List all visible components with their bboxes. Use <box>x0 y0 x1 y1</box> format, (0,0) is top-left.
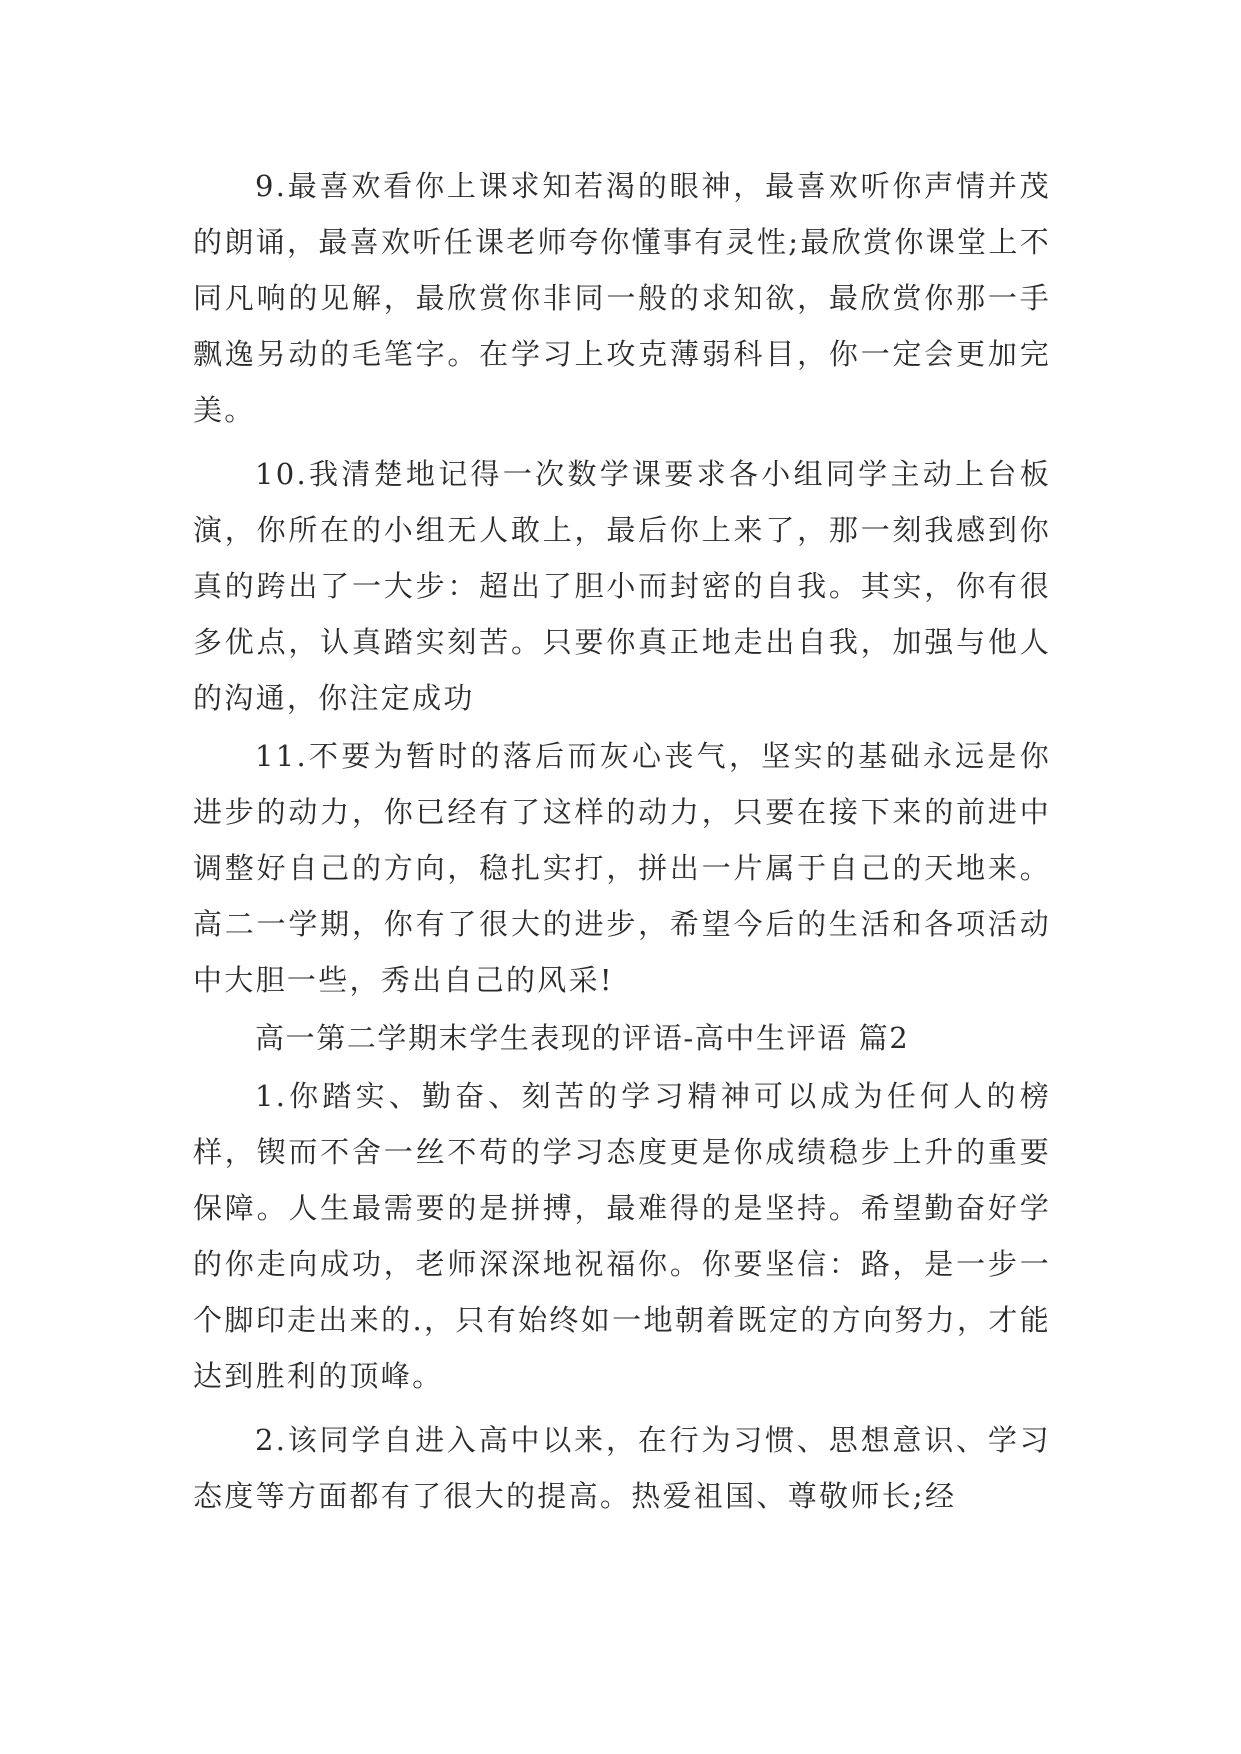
document-body <box>193 158 1051 1532</box>
paragraph-9: 9.最喜欢看你上课求知若渴的眼神，最喜欢听你声情并茂的朗诵，最喜欢听任课老师夸你懂事有灵性;最欣赏你课堂上不同凡响的见解，最欣赏你非同一般的求知欲，最欣赏你那一手飘逸另动的毛笔字。在学习上攻克薄弱科目，你一定会更加完美。 <box>193 169 1051 427</box>
paragraph-10: 10.我清楚地记得一次数学课要求各小组同学主动上台板演，你所在的小组无人敢上，最后你上来了，那一刻我感到你真的跨出了一大步：超出了胆小而封密的自我。其实，你有很多优点，认真踏实刻苦。只要你真正地走出自我，加强与他人的沟通，你注定成功 <box>193 457 1051 715</box>
section-paragraph-2: 2.该同学自进入高中以来，在行为习惯、思想意识、学习态度等方面都有了很大的提高。热爱祖国、尊敬师长;经 <box>193 1423 1051 1513</box>
section-paragraph-1: 1.你踏实、勤奋、刻苦的学习精神可以成为任何人的榜样，锲而不舍一丝不苟的学习态度更是你成绩稳步上升的重要保障。人生最需要的是拼搏，最难得的是坚持。希望勤奋好学的你走向成功，老师深深地祝福你。你要坚信：路，是一步一个脚印走出来的.，只有始终如一地朝着既定的方向努力，才能达到胜利的顶峰。 <box>193 1079 1051 1393</box>
section-heading: 高一第二学期末学生表现的评语-高中生评语 篇2 <box>255 1021 910 1055</box>
paragraph-11: 11.不要为暂时的落后而灰心丧气，坚实的基础永远是你进步的动力，你已经有了这样的动力，只要在接下来的前进中调整好自己的方向，稳扎实打，拼出一片属于自己的天地来。高二一学期，你有了很大的进步，希望今后的生活和各项活动中大胆一些，秀出自己的风采! <box>193 739 1051 997</box>
